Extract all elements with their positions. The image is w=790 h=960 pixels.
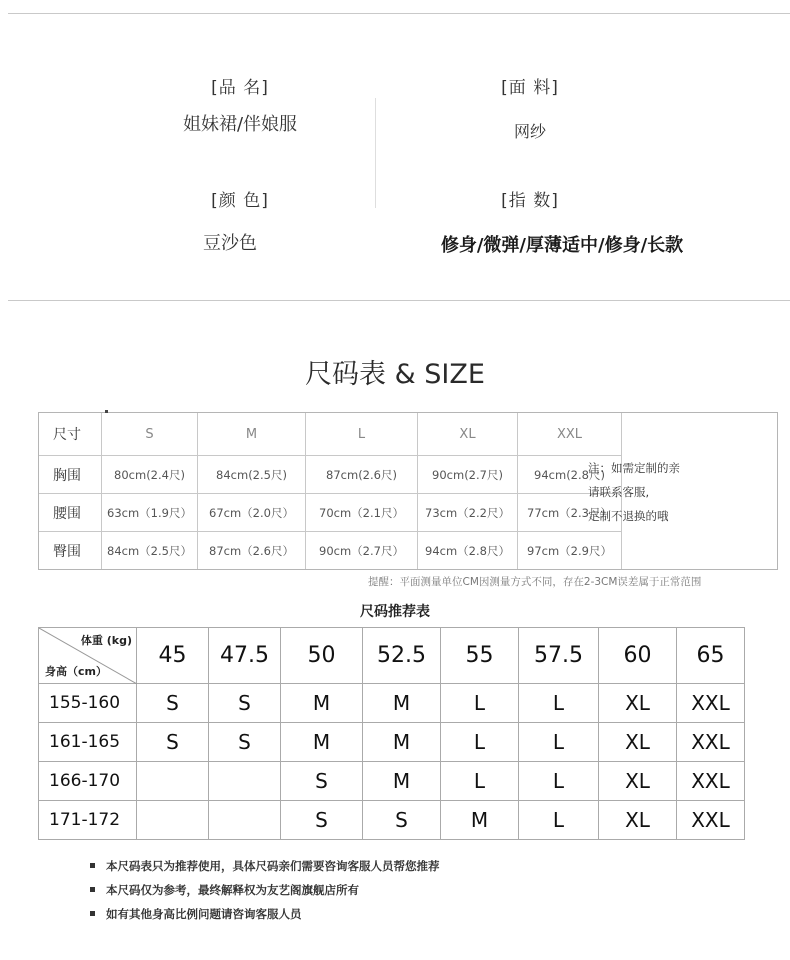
table-row bbox=[39, 684, 745, 723]
row-label-waist: 腰围 bbox=[39, 493, 101, 531]
height-cell: 166-170 bbox=[39, 762, 137, 801]
table-cell: 90cm（2.7尺） bbox=[305, 531, 417, 569]
table-row bbox=[39, 723, 745, 762]
size-cell: XL bbox=[599, 684, 677, 723]
size-cell: S bbox=[209, 723, 281, 762]
weight-axis-label: 体重 (kg) bbox=[80, 634, 132, 647]
fabric-label: [面 料] bbox=[501, 78, 559, 98]
size-cell: S bbox=[209, 684, 281, 723]
index-value: 修身/微弹/厚薄适中/修身/长款 bbox=[440, 235, 684, 256]
info-bottom-divider bbox=[8, 300, 790, 301]
footnote-item: 本尺码仅为参考，最终解释权为友艺阁旗舰店所有 bbox=[90, 878, 440, 902]
size-cell: S bbox=[363, 801, 441, 840]
name-value: 姐妹裙/伴娘服 bbox=[182, 114, 298, 135]
height-cell: 155-160 bbox=[39, 684, 137, 723]
table-cell: 87cm（2.6尺） bbox=[197, 531, 305, 569]
size-cell: L bbox=[441, 684, 519, 723]
footnote-item: 如有其他身高比例问题请咨询客服人员 bbox=[90, 902, 440, 926]
name-label: [品 名] bbox=[211, 78, 269, 98]
header-cell-xxl: XXL bbox=[517, 413, 621, 455]
height-cell: 161-165 bbox=[39, 723, 137, 762]
size-cell bbox=[137, 762, 209, 801]
header-cell-xl: XL bbox=[417, 413, 517, 455]
note-line: 请联系客服, bbox=[588, 485, 650, 499]
size-cell: L bbox=[441, 762, 519, 801]
table-cell: 70cm（2.1尺） bbox=[305, 493, 417, 531]
weight-cell: 55 bbox=[441, 628, 519, 684]
size-cell: XL bbox=[599, 762, 677, 801]
table-cell: 63cm（1.9尺） bbox=[101, 493, 197, 531]
measurement-reminder: 提醒：平面测量单位CM因测量方式不同，存在2-3CM误差属于正常范围 bbox=[368, 576, 702, 588]
size-cell: M bbox=[281, 723, 363, 762]
size-cell: XXL bbox=[677, 762, 745, 801]
weight-cell: 45 bbox=[137, 628, 209, 684]
corner-cell bbox=[39, 628, 137, 684]
footnote-item: 本尺码表只为推荐使用，具体尺码亲们需要咨询客服人员帮您推荐 bbox=[90, 854, 440, 878]
fabric-value: 网纱 bbox=[513, 122, 546, 141]
table-cell: 80cm(2.4尺) bbox=[101, 455, 197, 493]
table-row bbox=[39, 762, 745, 801]
index-label: [指 数] bbox=[501, 191, 559, 211]
size-cell: M bbox=[281, 684, 363, 723]
table-cell: 97cm（2.9尺） bbox=[517, 531, 621, 569]
size-cell: L bbox=[519, 762, 599, 801]
table-cell: 67cm（2.0尺） bbox=[197, 493, 305, 531]
size-cell: XXL bbox=[677, 723, 745, 762]
color-value: 豆沙色 bbox=[203, 233, 257, 254]
size-cell: S bbox=[281, 762, 363, 801]
header-cell-size: 尺寸 bbox=[53, 427, 81, 443]
weight-cell: 52.5 bbox=[363, 628, 441, 684]
size-cell: S bbox=[281, 801, 363, 840]
size-cell: XL bbox=[599, 723, 677, 762]
table-cell: 94cm（2.8尺） bbox=[417, 531, 517, 569]
height-cell: 171-172 bbox=[39, 801, 137, 840]
size-cell: XL bbox=[599, 801, 677, 840]
size-cell bbox=[209, 801, 281, 840]
recommendation-title: 尺码推荐表 bbox=[360, 604, 430, 620]
note-line: 定制不退换的哦 bbox=[588, 509, 669, 523]
info-vertical-divider bbox=[375, 98, 376, 208]
size-cell: L bbox=[519, 723, 599, 762]
color-label: [颜 色] bbox=[211, 191, 269, 211]
size-cell bbox=[137, 801, 209, 840]
size-cell: L bbox=[519, 684, 599, 723]
table-row bbox=[39, 801, 745, 840]
table-cell: 73cm（2.2尺） bbox=[417, 493, 517, 531]
weight-cell: 60 bbox=[599, 628, 677, 684]
note-line: 注：如需定制的亲 bbox=[588, 461, 680, 475]
size-cell: M bbox=[363, 723, 441, 762]
header-cell-l: L bbox=[305, 413, 417, 455]
table-cell: 90cm(2.7尺) bbox=[417, 455, 517, 493]
size-cell: M bbox=[441, 801, 519, 840]
size-cell: XXL bbox=[677, 801, 745, 840]
header-cell-m: M bbox=[197, 413, 305, 455]
size-cell bbox=[209, 762, 281, 801]
table-cell: 87cm(2.6尺) bbox=[305, 455, 417, 493]
custom-order-note bbox=[588, 456, 738, 528]
height-axis-label: 身高（cm） bbox=[45, 665, 107, 678]
table-cell: 94cm(2.8尺) bbox=[517, 455, 621, 493]
weight-cell: 50 bbox=[281, 628, 363, 684]
table-cell: 84cm(2.5尺) bbox=[197, 455, 305, 493]
size-cell: S bbox=[137, 684, 209, 723]
weight-cell: 47.5 bbox=[209, 628, 281, 684]
size-cell: M bbox=[363, 684, 441, 723]
row-label-chest: 胸围 bbox=[39, 455, 101, 493]
size-cell: M bbox=[363, 762, 441, 801]
weight-cell: 57.5 bbox=[519, 628, 599, 684]
header-cell-s: S bbox=[101, 413, 197, 455]
size-cell: L bbox=[441, 723, 519, 762]
table-cell: 84cm（2.5尺） bbox=[101, 531, 197, 569]
size-cell: L bbox=[519, 801, 599, 840]
weight-cell: 65 bbox=[677, 628, 745, 684]
size-cell: XXL bbox=[677, 684, 745, 723]
weight-header-row bbox=[39, 628, 745, 684]
size-cell: S bbox=[137, 723, 209, 762]
table-cell: 77cm（2.3尺） bbox=[517, 493, 621, 531]
top-divider bbox=[8, 13, 790, 14]
row-label-hip: 臀围 bbox=[39, 531, 101, 569]
size-chart-title: 尺码表 & SIZE bbox=[305, 359, 485, 390]
recommendation-table bbox=[38, 627, 745, 840]
footnotes bbox=[90, 854, 440, 926]
